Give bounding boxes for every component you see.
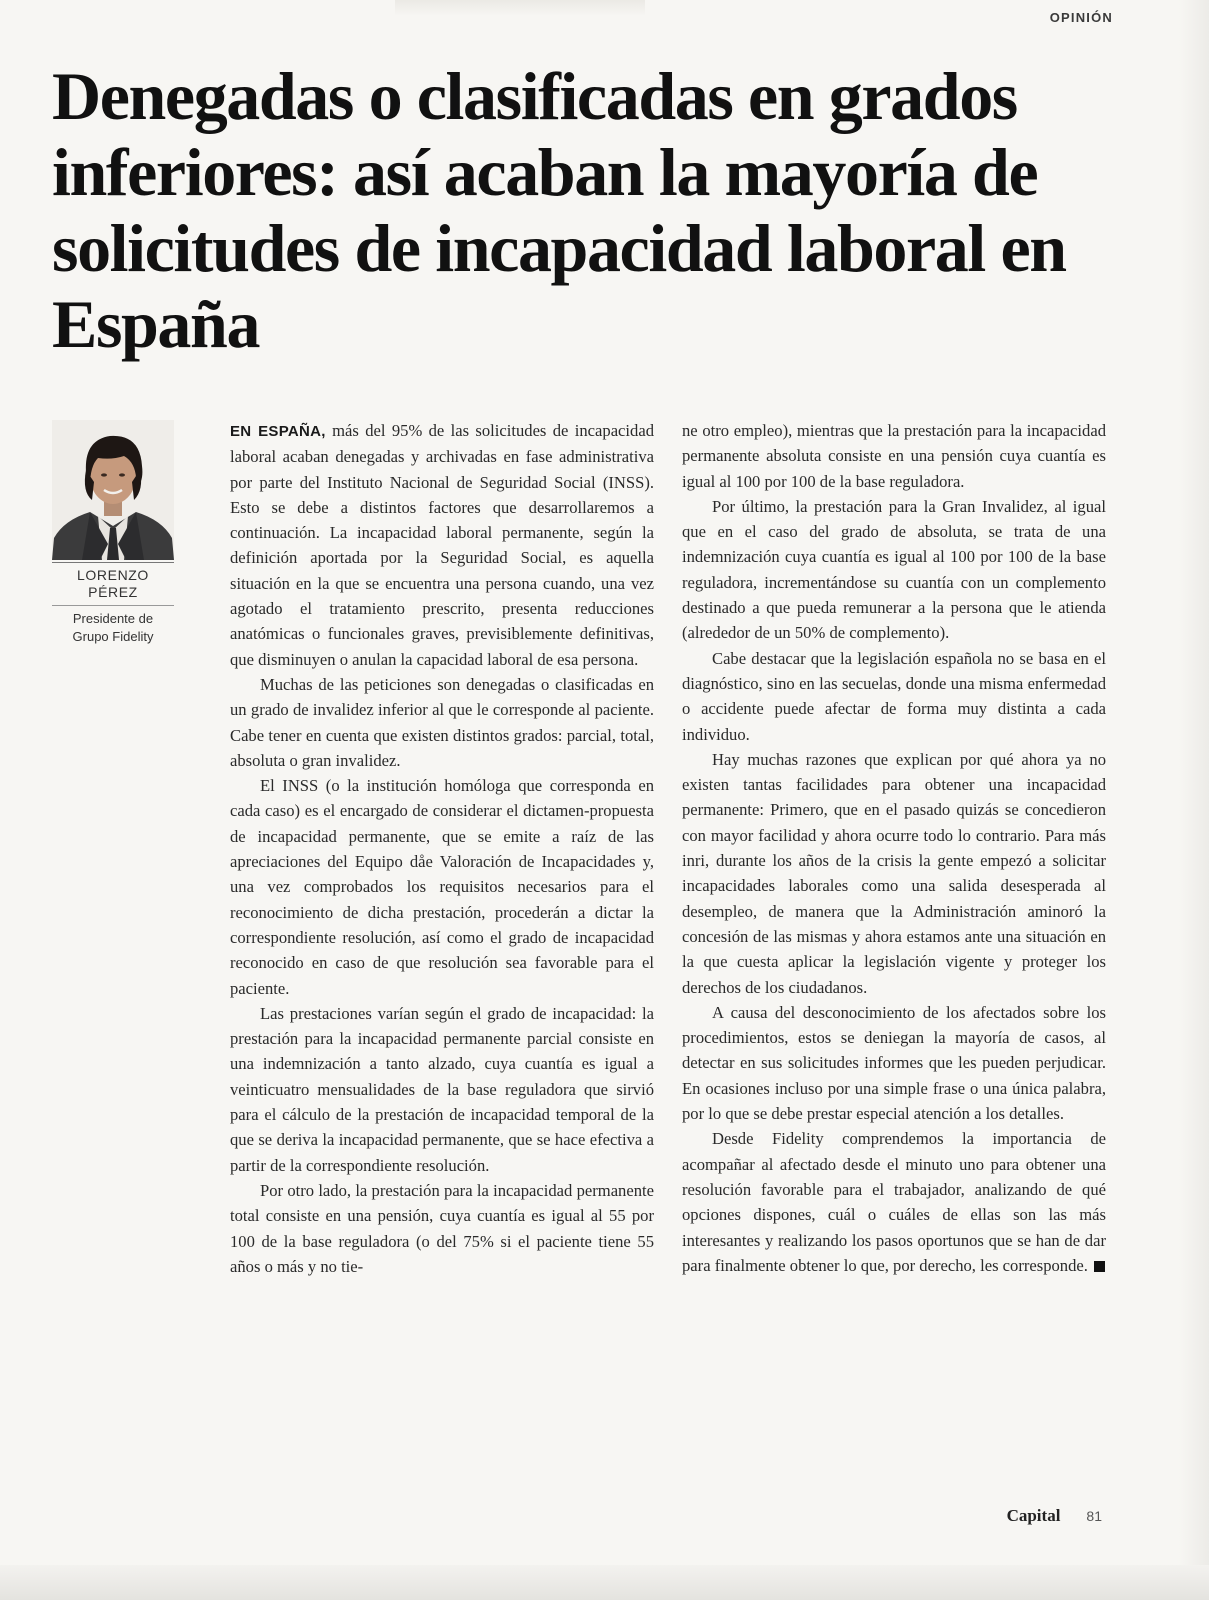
author-portrait-svg: [52, 420, 174, 560]
scan-smudge: [395, 0, 645, 16]
article-column-1: [230, 418, 654, 1279]
author-card: [52, 420, 174, 646]
page-edge-shade: [1179, 0, 1209, 1600]
author-divider: [52, 562, 174, 563]
article-paragraph: ne otro empleo), mientras que la prestación para la incapacidad permanente absoluta consiste en una pensión cuya cuantía es igual al 100 por 100 de la base reguladora.: [682, 421, 1106, 491]
article-paragraph: Muchas de las peticiones son denegadas o clasificadas en un grado de invalidez inferior al que le corresponde al paciente. Cabe tener en cuenta que existen distintos grados: parcial, total, absoluta o gran invalidez.: [230, 674, 654, 770]
author-portrait-icon: [52, 420, 174, 560]
article-paragraph: Las prestaciones varían según el grado de incapacidad: la prestación para la incapacidad permanente parcial consiste en una indemnización a tanto alzado, cuya cuantía es igual a veinticuatro mensualidades de la base reguladora que sirvió para el cálculo de la prestación de incapacidad temporal de la que se deriva la incapacidad permanente, que se hace efectiva a partir de la correspondiente resolución.: [230, 1003, 654, 1175]
article-paragraph: Por otro lado, la prestación para la incapacidad permanente total consiste en una pensión, cuya cuantía es igual al 55 por 100 de la base reguladora (o del 75% si el paciente tiene 55 años o más y no tie-: [230, 1180, 654, 1276]
article-paragraph: Por último, la prestación para la Gran Invalidez, al igual que en el caso del grado de absoluta, se trata de una indemnización cuya cuantía es igual al 100 por 100 de la base reguladora, incrementándose su cuantía con un complemento destinado a que pueda remunerar a la persona que le atienda (alrededor de un 50% de complemento).: [682, 496, 1106, 643]
headline: Denegadas o clasificadas en grados inferiores: así acaban la mayoría de solicitudes de incapacidad laboral en España: [52, 58, 1066, 362]
lead-in: EN ESPAÑA,: [230, 423, 326, 440]
scan-bottom-shade: [0, 1565, 1209, 1600]
article-column-2: [682, 418, 1106, 1278]
author-name-line1: LORENZO: [77, 567, 149, 583]
article-paragraph-text: más del 95% de las solicitudes de incapacidad laboral acaban denegadas y archivadas en fase administrativa por parte del Instituto Nacional de Seguridad Social (INSS). Esto se debe a distintos factores que desarrollaremos a continuación. La incapacidad laboral permanente, según la definición aportada por la Seguridad Social, es aquella situación en la que se encuentra una persona cuando, una vez agotado el tratamiento prescrito, presenta reducciones anatómicas o funcionales graves, previsiblemente definitivas, que disminuyen o anulan la capacidad laboral de esa persona.: [230, 421, 654, 669]
author-role: [52, 610, 174, 646]
article-paragraph: Hay muchas razones que explican por qué ahora ya no existen tantas facilidades para obtener una incapacidad permanente: Primero, que en el pasado quizás se concedieron con mayor facilidad y ahora ocurre todo lo contrario. Para más inri, durante los años de la crisis la gente empezó a solicitar incapacidades laborales como una salida desesperada al desempleo, de manera que la Administración aminoró la concesión de las mismas y ahora estamos ante una situación en la que cuesta aplicar la legislación vigente y proteger los derechos de los ciudadanos.: [682, 749, 1106, 997]
page-footer: [1007, 1506, 1102, 1526]
footer-brand: Capital: [1006, 1506, 1061, 1525]
end-of-article-icon: [1094, 1261, 1105, 1272]
article-paragraph-last: [682, 1126, 1106, 1278]
author-divider-2: [52, 605, 174, 606]
section-label: OPINIÓN: [1049, 10, 1113, 25]
author-role-line1: Presidente de: [72, 611, 154, 626]
article-paragraph: [230, 418, 654, 672]
article-paragraph: Cabe destacar que la legislación española no se basa en el diagnóstico, sino en las secuelas, donde una misma enfermedad o accidente puede afectar de forma muy distinta a cada individuo.: [682, 648, 1106, 744]
author-name: [52, 567, 174, 601]
article-paragraph: A causa del desconocimiento de los afectados sobre los procedimientos, estos se deniegan la mayoría de casos, al detectar en sus solicitudes informes que les pueden perjudicar. En ocasiones incluso por una simple frase o una única palabra, por lo que se debe prestar especial atención a los detalles.: [682, 1002, 1106, 1124]
author-role-line2: Grupo Fidelity: [72, 629, 154, 644]
article-paragraph: El INSS (o la institución homóloga que corresponda en cada caso) es el encargado de considerar el dictamen-propuesta de incapacidad permanente, que se emite a raíz de las apreciaciones del Equipo dåe Valoración de Incapacidades y, una vez comprobados los requisitos necesarios para el reconocimiento de dicha prestación, procederán a dictar la correspondiente resolución, así como el grado de incapacidad reconocido en caso de que resolución sea favorable para el paciente.: [230, 776, 654, 998]
article-paragraph-text: Desde Fidelity comprendemos la importancia de acompañar al afectado desde el minuto uno para obtener una resolución favorable para el trabajador, analizando de qué opciones dispones, cuál o cuáles de ellas son las más interesantes y realizando los pasos oportunos que se han de dar para finalmente obtener lo que, por derecho, les corresponde.: [682, 1129, 1106, 1275]
page-number: 81: [1086, 1508, 1102, 1524]
author-name-line2: PÉREZ: [88, 584, 138, 600]
